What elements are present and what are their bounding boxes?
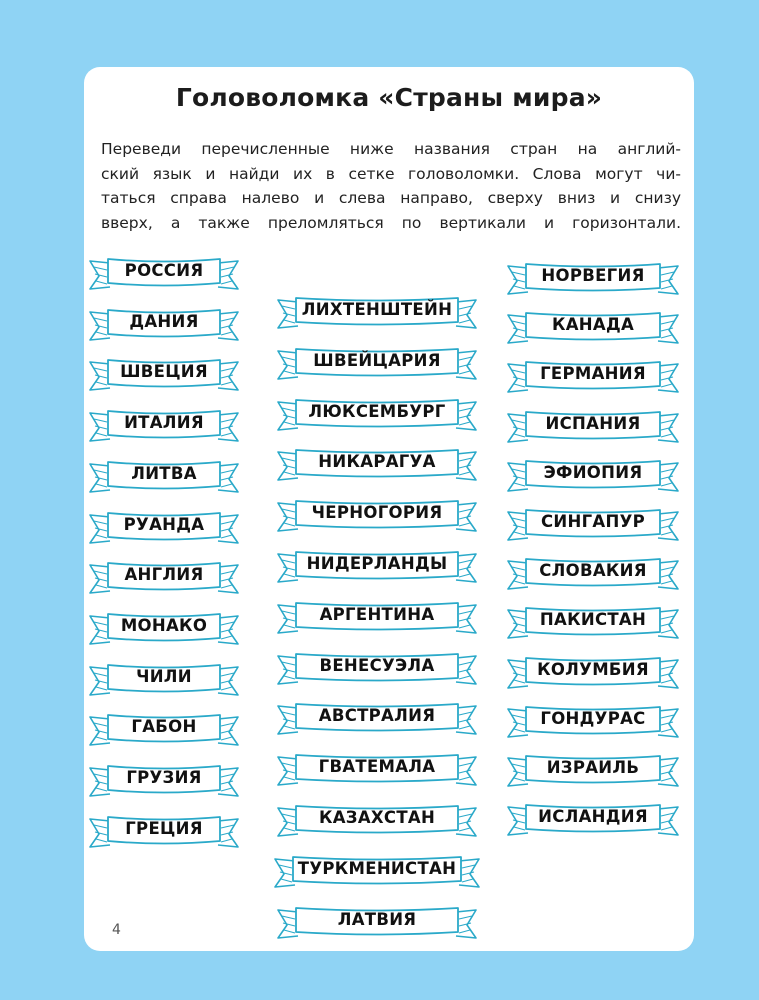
country-name: РОССИЯ — [124, 261, 204, 280]
country-ribbon — [518, 358, 668, 392]
country-name: ГАБОН — [131, 717, 197, 736]
country-name: МОНАКО — [120, 616, 208, 635]
country-ribbon — [288, 751, 466, 785]
country-name: НОРВЕГИЯ — [541, 266, 645, 285]
country-name: ДАНИЯ — [129, 312, 199, 331]
country-ribbon — [100, 306, 228, 340]
country-ribbon — [288, 294, 466, 328]
country-ribbon — [100, 559, 228, 593]
country-name: ИСЛАНДИЯ — [538, 807, 648, 826]
country-ribbon — [288, 700, 466, 734]
country-name: ИСПАНИЯ — [545, 414, 641, 433]
country-name: ГВАТЕМАЛА — [318, 757, 436, 776]
country-name: АРГЕНТИНА — [319, 605, 435, 624]
country-ribbon — [288, 802, 466, 836]
country-ribbon — [288, 396, 466, 430]
country-ribbon — [518, 309, 668, 343]
country-ribbon — [100, 813, 228, 847]
country-ribbon — [518, 457, 668, 491]
country-ribbon — [100, 407, 228, 441]
country-name: ГРУЗИЯ — [126, 768, 202, 787]
country-ribbon — [100, 255, 228, 289]
page-number: 4 — [112, 922, 121, 938]
country-name: ИТАЛИЯ — [124, 413, 204, 432]
country-name: КАНАДА — [551, 315, 635, 334]
country-ribbon — [518, 801, 668, 835]
country-name: КАЗАХСТАН — [318, 808, 436, 827]
country-name: СИНГАПУР — [540, 512, 646, 531]
instructions-line: Переведи перечисленные ниже названия стран на англий- — [101, 140, 681, 158]
instructions-line: ский язык и найди их в сетке головоломки. Слова могут чи- — [101, 164, 681, 183]
country-ribbon — [518, 506, 668, 540]
country-ribbon — [100, 458, 228, 492]
country-ribbon — [100, 762, 228, 796]
country-name: ЧИЛИ — [136, 667, 192, 686]
country-name: ВЕНЕСУЭЛА — [319, 656, 435, 675]
country-ribbon — [518, 260, 668, 294]
country-name: АНГЛИЯ — [124, 565, 204, 584]
country-ribbon — [518, 408, 668, 442]
country-name: НИКАРАГУА — [318, 452, 436, 471]
page-title: Головоломка «Страны мира» — [175, 83, 603, 112]
country-ribbon — [288, 446, 466, 480]
instructions-line: вверх, а также преломляться по вертикали и горизонтали. — [101, 213, 681, 232]
country-name: ЛИТВА — [131, 464, 197, 483]
country-name: АВСТРАЛИЯ — [318, 706, 436, 725]
country-ribbon — [285, 853, 469, 887]
country-name: ИЗРАИЛЬ — [546, 758, 640, 777]
country-ribbon — [518, 604, 668, 638]
country-name: ТУРКМЕНИСТАН — [297, 859, 457, 878]
country-name: ГЕРМАНИЯ — [540, 364, 646, 383]
country-ribbon — [518, 654, 668, 688]
country-ribbon — [518, 555, 668, 589]
country-name: КОЛУМБИЯ — [537, 660, 649, 679]
country-name: ЛАТВИЯ — [337, 910, 417, 929]
country-ribbon — [100, 661, 228, 695]
country-ribbon — [100, 356, 228, 390]
country-ribbon — [288, 650, 466, 684]
country-name: НИДЕРЛАНДЫ — [306, 554, 448, 573]
country-ribbon — [518, 752, 668, 786]
country-name: ГОНДУРАС — [540, 709, 646, 728]
country-ribbon — [100, 711, 228, 745]
country-name: ШВЕЙЦАРИЯ — [313, 351, 441, 370]
country-ribbon — [288, 345, 466, 379]
country-name: ГРЕЦИЯ — [125, 819, 203, 838]
country-name: ЭФИОПИЯ — [543, 463, 643, 482]
country-ribbon — [288, 904, 466, 938]
country-ribbon — [518, 703, 668, 737]
country-name: ПАКИСТАН — [539, 610, 647, 629]
country-name: ЛЮКСЕМБУРГ — [308, 402, 446, 421]
country-name: ШВЕЦИЯ — [120, 362, 208, 381]
country-ribbon — [100, 509, 228, 543]
instructions-text — [101, 137, 681, 235]
instructions-line: таться справа налево и слева направо, сверху вниз и снизу — [101, 189, 681, 207]
country-ribbon — [288, 497, 466, 531]
country-ribbon — [100, 610, 228, 644]
country-name: ЛИХТЕНШТЕЙН — [301, 300, 453, 319]
country-name: РУАНДА — [123, 515, 205, 534]
country-ribbon — [288, 599, 466, 633]
country-name: ЧЕРНОГОРИЯ — [311, 503, 443, 522]
country-name: СЛОВАКИЯ — [539, 561, 647, 580]
country-ribbon — [288, 548, 466, 582]
